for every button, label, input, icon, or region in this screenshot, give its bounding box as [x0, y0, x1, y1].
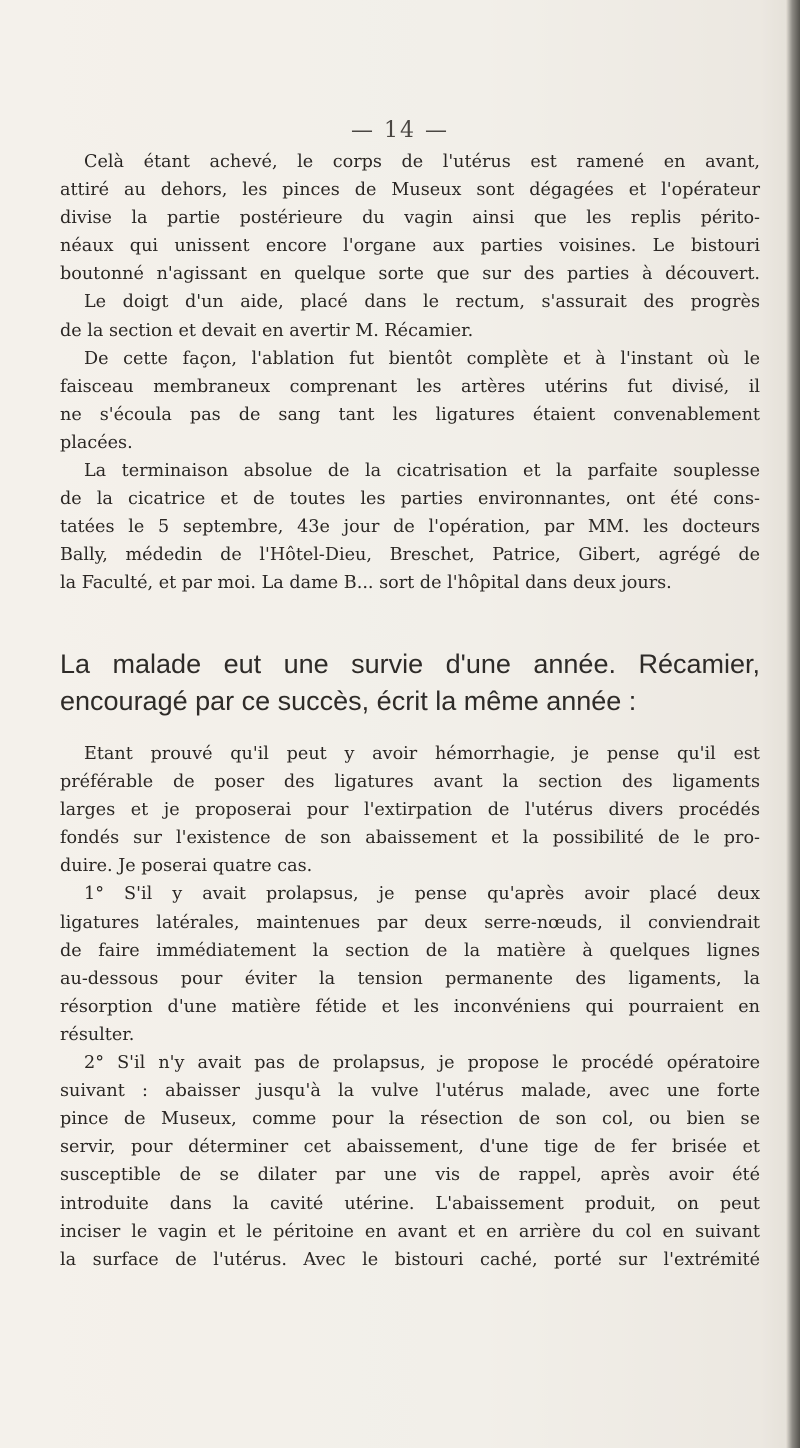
text-line: de la section et devait en avertir M. Récamier.: [60, 320, 474, 341]
paragraph: [60, 148, 760, 345]
text-line: susceptible de se dilater par une vis de rappel, après avoir été: [60, 1165, 760, 1186]
text-line: résulter.: [60, 1024, 135, 1045]
text-line: de la cicatrice et de toutes les parties environnantes, ont été cons-: [60, 489, 760, 510]
text-line: ne s'écoula pas de sang tant les ligatures étaient convenablement: [60, 404, 760, 425]
text-line: la Faculté, et par moi. La dame B... sort de l'hôpital dans deux jours.: [60, 573, 672, 594]
text-line: préférable de poser des ligatures avant la section des ligaments: [60, 772, 760, 793]
text-line: pince de Museux, comme pour la résection de son col, ou bien se: [60, 1109, 760, 1130]
page-edge-shadow: [786, 0, 800, 1448]
text-line: résorption d'une matière fétide et les inconvéniens qui pourraient en: [60, 996, 760, 1017]
text-line: néaux qui unissent encore l'organe aux parties voisines. Le bistouri: [60, 236, 760, 257]
text-line: servir, pour déterminer cet abaissement, d'une tige de fer brisée et: [60, 1137, 760, 1158]
text-line: 1° S'il y avait prolapsus, je pense qu'après avoir placé deux: [84, 884, 760, 905]
heading-line: encouragé par ce succès, écrit la même année :: [60, 686, 637, 716]
body-text-top: [60, 148, 760, 598]
text-line: Le doigt d'un aide, placé dans le rectum, s'assurait des progrès: [84, 292, 760, 313]
text-line: de faire immédiatement la section de la matière à quelques lignes: [60, 940, 760, 961]
section-heading: [60, 646, 760, 720]
text-line: duire. Je poserai quatre cas.: [60, 856, 313, 877]
text-line: fondés sur l'existence de son abaissement et la possibilité de le pro-: [60, 828, 760, 849]
text-line: La terminaison absolue de la cicatrisation et la parfaite souplesse: [84, 461, 760, 482]
text-line: larges et je proposerai pour l'extirpation de l'utérus divers procédés: [60, 800, 760, 821]
text-line: Bally, médedin de l'Hôtel-Dieu, Breschet, Patrice, Gibert, agrégé de: [60, 545, 760, 566]
paragraph: [60, 740, 760, 880]
text-line: Etant prouvé qu'il peut y avoir hémorrhagie, je pense qu'il est: [84, 744, 760, 764]
text-line: attiré au dehors, les pinces de Museux sont dégagées et l'opérateur: [60, 180, 760, 201]
text-line: divise la partie postérieure du vagin ainsi que les replis périto-: [60, 208, 760, 229]
text-line: faisceau membraneux comprenant les artères utérins fut divisé, il: [60, 376, 760, 397]
page-number: — 14 —: [351, 118, 449, 143]
text-line: tatées le 5 septembre, 43e jour de l'opération, par MM. les docteurs: [60, 517, 760, 538]
paragraph: [60, 345, 760, 457]
text-line: suivant : abaisser jusqu'à la vulve l'utérus malade, avec une forte: [60, 1081, 760, 1102]
heading-line: La malade eut une survie d'une année. Récamier,: [60, 649, 760, 679]
text-line: placées.: [60, 432, 133, 453]
text-line: introduite dans la cavité utérine. L'abaissement produit, on peut: [60, 1193, 760, 1214]
paragraph: [60, 880, 760, 1049]
text-line: la surface de l'utérus. Avec le bistouri caché, porté sur l'extrémité: [60, 1249, 760, 1270]
text-line: ligatures latérales, maintenues par deux serre-nœuds, il conviendrait: [60, 912, 760, 933]
body-text-bottom: [60, 740, 760, 1274]
text-line: inciser le vagin et le péritoine en avant et en arrière du col en suivant: [60, 1221, 760, 1242]
text-line: De cette façon, l'ablation fut bientôt complète et à l'instant où le: [84, 348, 760, 369]
paragraph: [60, 457, 760, 597]
text-line: Celà étant achevé, le corps de l'utérus est ramené en avant,: [84, 152, 760, 172]
text-line: au-dessous pour éviter la tension permanente des ligaments, la: [60, 968, 760, 989]
text-line: boutonné n'agissant en quelque sorte que sur des parties à découvert.: [60, 264, 760, 285]
text-line: 2° S'il n'y avait pas de prolapsus, je propose le procédé opératoire: [84, 1053, 760, 1074]
paragraph: [60, 1049, 760, 1274]
